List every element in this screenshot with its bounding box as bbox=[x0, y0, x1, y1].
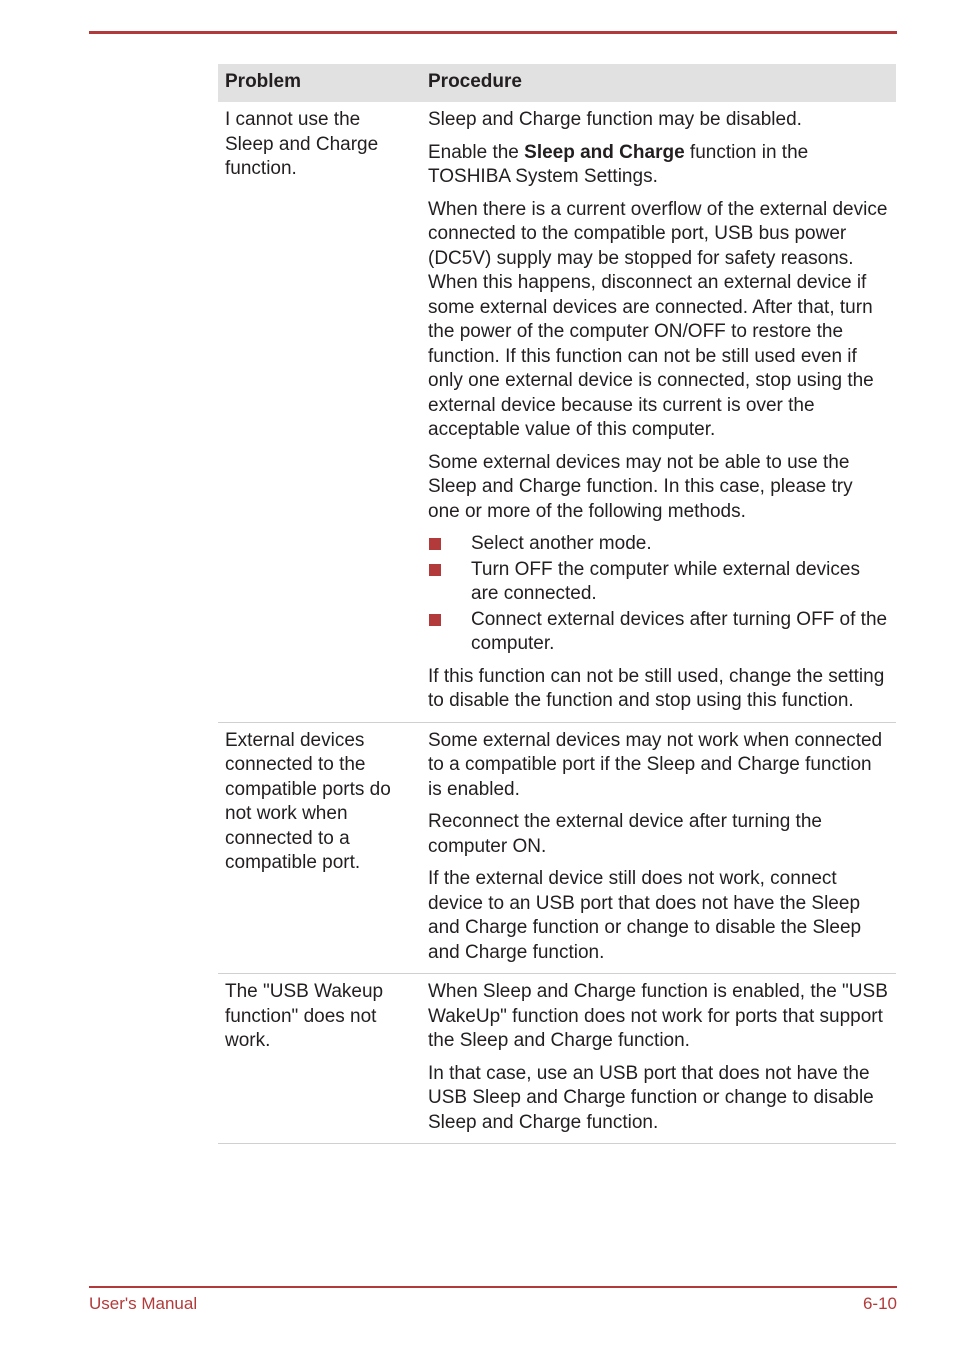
procedure-paragraph: Reconnect the external device after turning the computer ON. bbox=[428, 811, 822, 857]
problem-text: I cannot use the Sleep and Charge function. bbox=[225, 109, 379, 179]
procedure-paragraph: Some external devices may not work when connected to a compatible port if the Sleep and Charge function is enabled. bbox=[428, 729, 883, 800]
list-item bbox=[428, 558, 889, 607]
table-row bbox=[218, 722, 896, 974]
list-item bbox=[428, 608, 889, 657]
problem-text: External devices connected to the compatible ports do not work when connected to a compatible port. bbox=[225, 729, 391, 873]
problem-cell bbox=[218, 722, 421, 974]
procedure-cell bbox=[421, 102, 896, 722]
square-bullet-icon bbox=[429, 538, 441, 550]
procedure-cell bbox=[421, 974, 896, 1144]
troubleshooting-table bbox=[218, 64, 896, 1144]
procedure-text: Enable the bbox=[428, 141, 525, 163]
header-rule bbox=[89, 31, 897, 34]
list-item-text: Connect external devices after turning OFF of the computer. bbox=[471, 608, 888, 654]
square-bullet-icon bbox=[429, 614, 441, 626]
procedure-paragraph: Sleep and Charge function may be disabled. bbox=[428, 109, 802, 130]
table-row bbox=[218, 102, 896, 722]
square-bullet-icon bbox=[429, 564, 441, 576]
procedure-cell bbox=[421, 722, 896, 974]
footer-rule bbox=[89, 1286, 897, 1288]
problem-cell bbox=[218, 974, 421, 1144]
problem-text: The "USB Wakeup function" does not work. bbox=[225, 981, 384, 1051]
page-number: 6-10 bbox=[862, 1294, 897, 1313]
methods-list bbox=[428, 532, 889, 657]
procedure-paragraph: In that case, use an USB port that does not have the USB Sleep and Charge function or change to disable Sleep and Charge function. bbox=[428, 1062, 874, 1133]
list-item bbox=[428, 532, 889, 557]
procedure-paragraph: If this function can not be still used, change the setting to disable the function and stop using this function. bbox=[428, 665, 885, 711]
procedure-paragraph: When Sleep and Charge function is enabled, the "USB WakeUp" function does not work for ports that support the Sleep and Charge function. bbox=[428, 981, 888, 1051]
column-header-problem: Problem bbox=[218, 64, 421, 102]
procedure-paragraph bbox=[428, 141, 889, 190]
list-item-text: Select another mode. bbox=[471, 533, 652, 554]
table-row bbox=[218, 974, 896, 1144]
procedure-paragraph: Some external devices may not be able to use the Sleep and Charge function. In this case, please try one or more of the following methods. bbox=[428, 451, 853, 522]
procedure-paragraph: When there is a current overflow of the external device connected to the compatible port, USB bus power (DC5V) supply may be stopped for safety reasons. When this happens, disconnect an external device if some external devices are connected. After that, turn the power of the computer ON/OFF to restore the function. If this function can not be still used even if only one external device is connected, stop using the external device because its current is over the acceptable value of this computer. bbox=[428, 198, 888, 440]
problem-cell bbox=[218, 102, 421, 722]
list-item-text: Turn OFF the computer while external devices are connected. bbox=[471, 558, 860, 604]
procedure-text: function in the TOSHIBA System Settings. bbox=[428, 141, 809, 187]
setting-name: Sleep and Charge bbox=[524, 141, 685, 163]
manual-title: User's Manual bbox=[89, 1294, 198, 1313]
procedure-paragraph: If the external device still does not work, connect device to an USB port that does not have the Sleep and Charge function or change to disable the Sleep and Charge function. bbox=[428, 868, 862, 963]
table-header-row bbox=[218, 64, 896, 102]
column-header-procedure: Procedure bbox=[421, 64, 896, 102]
